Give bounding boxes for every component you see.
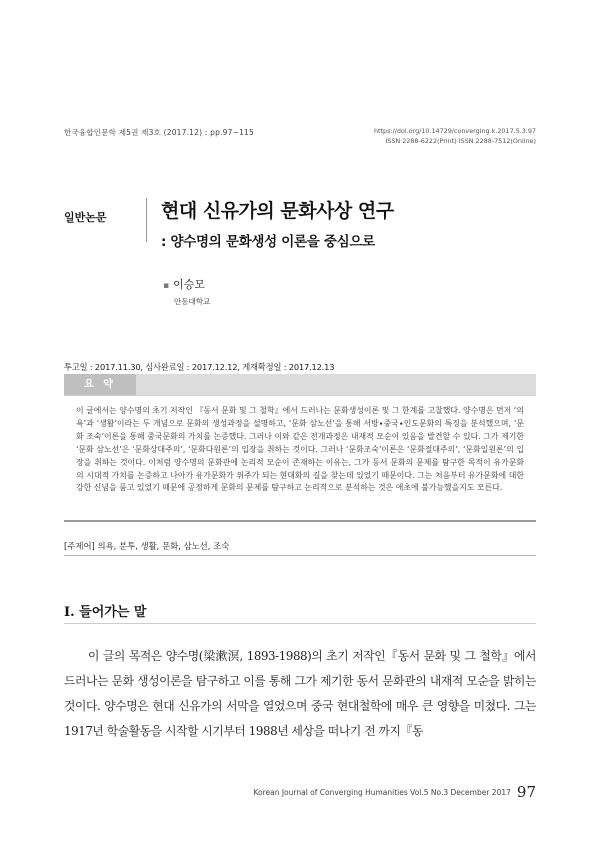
keywords-line	[64, 540, 229, 552]
issn-text: ISSN 2288-6222(Print) ISSN 2288-7512(Online)	[385, 137, 536, 145]
author-line	[163, 276, 205, 292]
page-footer	[253, 783, 536, 801]
author-name: 이승모	[173, 278, 205, 291]
body-text: 이 글의 목적은 양수명(梁漱溟, 1893-1988)의 초기 저작인『동서 문화 및 그 철학』에서 드러나는 문화 생성이론을 탐구하고 이를 통해 그가 제기한 동서 문화관의 내재적 모순을 밝히는 것이다. 양수명은 현대 신유가의 서막을 열었으며 중국 현대철학에 매우 큰 영향을 미쳤다. 그는 1917년 학술활동을 시작할 시기부터 1988년 세상을 떠나기 전 까지『동	[64, 649, 536, 738]
page-number: 97	[516, 783, 536, 801]
submission-dates: 투고일 : 2017.11.30, 심사완료일 : 2017.12.12, 게재확정일 : 2017.12.13	[64, 362, 335, 372]
abstract-label: 요 약	[64, 374, 136, 395]
doi-issn-block	[374, 126, 536, 146]
article-title: 현대 신유가의 문화사상 연구	[161, 200, 394, 222]
title-divider	[146, 198, 147, 242]
abstract-text: 이 글에서는 양수명의 초기 저작인 『동서 문화 및 그 철학』에서 드러나는 문화생성이론 및 그 한계를 고찰했다. 양수명은 먼저 ‘의욕’과 ‘생활’이라는 두 개념으로 문화의 생성과정을 설명하고, ‘문화 삼노선’을 통해 서방∙중국∙인도문화의 특징을 분석했으며, ‘문화 조숙’이론을 통해 중국문화의 가치를 논증했다. 그러나 이와 같은 전개과정은 내재적 모순이 있음을 발견할 수 있다. 그가 제기한 ‘문화 삼노선’은 ‘문화상대주의’, ‘문화다원론’의 입장을 취하는 것이다. 그러나 ‘문화조숙’이론은 ‘문화절대주의’, ‘문화일원론’의 입장을 취하는 것이다. 이처럼 양수명의 문화관에 논리적 모순이 존재하는 이유는, 그가 동서 문화의 문제를 탐구한 목적이 유가문화의 시대적 가치를 논증하고 나아가 유가문화가 위주가 되는 현대화의 길을 찾는데 있었기 때문이다. 그는 처음부터 유가문화에 대한 강한 신념을 품고 있었기 때문에 공정하게 문화의 문제를 탐구하고 논리적으로 분석하는 것은 애초에 불가능했을지도 모른다.	[76, 406, 524, 493]
abstract-header-bar	[64, 374, 536, 395]
section-heading: Ⅰ. 들어가는 말	[64, 605, 147, 620]
author-affiliation: 안동대학교	[174, 297, 211, 306]
author-bullet-icon: ▪	[163, 281, 170, 291]
journal-citation: 한국융합인문학 제5권 제3호 (2017.12) : pp.97~115	[64, 128, 254, 137]
article-subtitle: : 양수명의 문화생성 이론을 중심으로	[161, 234, 375, 250]
body-paragraph	[64, 644, 536, 744]
keywords-label: [주제어]	[64, 541, 95, 551]
footer-journal: Korean Journal of Converging Humanities Vol.5 No.3 December 2017	[253, 788, 511, 797]
doi-link[interactable]: https://doi.org/10.14729/converging.k.2017.5.3.97	[374, 127, 536, 135]
article-category: 일반논문	[64, 211, 107, 224]
keywords-text: 의욕, 분투, 생활, 문화, 삼노선, 조숙	[97, 541, 230, 551]
